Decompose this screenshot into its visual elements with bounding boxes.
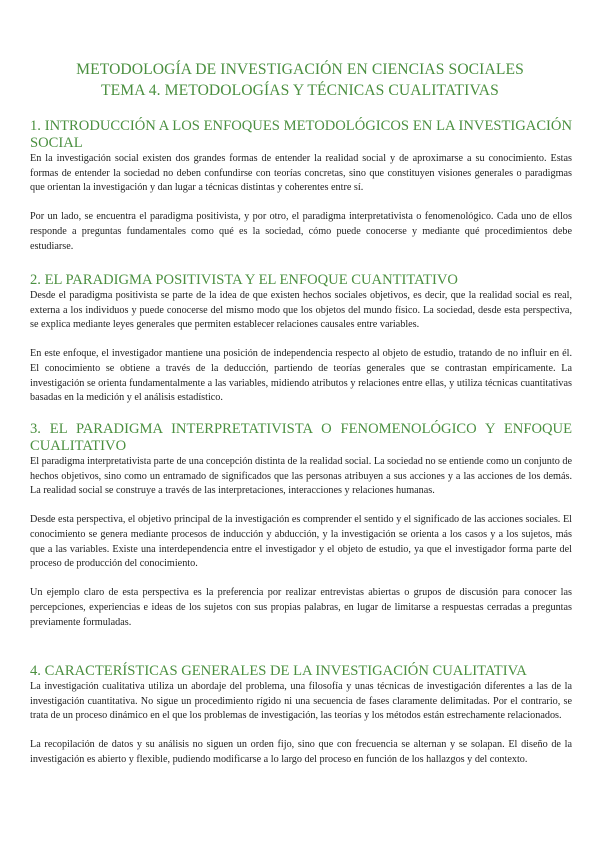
paragraph: En este enfoque, el investigador mantiene una posición de independencia respecto al objeto de estudio, tratando de no influir en él. El conocimiento se obtiene a través de la deducción, partiendo de teorías generales que se contrastan empíricamente. La investigación se orienta fundamentalmente a las variables, midiendo atributos y relaciones entre ellas, y utiliza técnicas cuantitativas basadas en la medición y el análisis estadístico.: [30, 348, 572, 404]
document-title-line-1: METODOLOGÍA DE INVESTIGACIÓN EN CIENCIAS SOCIALES: [76, 61, 524, 78]
paragraph: Por un lado, se encuentra el paradigma positivista, y por otro, el paradigma interpretativista o fenomenológico. Cada uno de ellos responde a preguntas fundamentales como qué es la sociedad, cómo puede conocerse y mediante qué procedimientos debe estudiarse.: [30, 211, 572, 252]
paragraph: La recopilación de datos y su análisis no siguen un orden fijo, sino que con frecuencia se alternan y se solapan. El diseño de la investigación es abierto y flexible, pudiendo modificarse a lo largo del proceso en función de los hallazgos y del contexto.: [30, 739, 572, 765]
section-heading: 2. EL PARADIGMA POSITIVISTA Y EL ENFOQUE CUANTITATIVO: [30, 272, 458, 288]
paragraph: El paradigma interpretativista parte de una concepción distinta de la realidad social. La sociedad no se entiende como un conjunto de hechos objetivos, sino como un entramado de significados que las personas atribuyen a sus acciones y a las acciones de los demás. La realidad social se construye a través de las interpretaciones, interacciones y relaciones humanas.: [30, 456, 572, 497]
section-4: [30, 663, 572, 768]
document-title-line-2: TEMA 4. METODOLOGÍAS Y TÉCNICAS CUALITATIVAS: [101, 82, 499, 99]
paragraph: Un ejemplo claro de esta perspectiva es la preferencia por realizar entrevistas abiertas o grupos de discusión para conocer las percepciones, experiencias e ideas de los sujetos con sus propias palabras, en lugar de limitarse a respuestas cerradas a preguntas previamente formuladas.: [30, 587, 572, 628]
section-heading: 1. INTRODUCCIÓN A LOS ENFOQUES METODOLÓGICOS EN LA INVESTIGACIÓN SOCIAL: [30, 118, 572, 151]
section-3: [30, 421, 572, 630]
paragraph: Desde el paradigma positivista se parte de la idea de que existen hechos sociales objetivos, es decir, que la realidad social es real, externa a los individuos y puede conocerse del mismo modo que los objetos del mundo físico. La sociedad, desde esta perspectiva, se explica mediante leyes generales que permiten establecer relaciones causales entre variables.: [30, 290, 572, 331]
section-heading: 4. CARACTERÍSTICAS GENERALES DE LA INVESTIGACIÓN CUALITATIVA: [30, 663, 527, 679]
section-heading: 3. EL PARADIGMA INTERPRETATIVISTA O FENOMENOLÓGICO Y ENFOQUE CUALITATIVO: [30, 421, 572, 454]
section-2: [30, 272, 572, 406]
paragraph: La investigación cualitativa utiliza un abordaje del problema, una filosofía y unas técnicas de investigación diferentes a las de la investigación cuantitativa. No sigue un procedimiento rígido ni una secuencia de fases claramente delimitadas. Por el contrario, se trata de un proceso dinámico en el que los problemas de investigación, las teorías y los métodos están estrechamente relacionados.: [30, 681, 572, 722]
paragraph: En la investigación social existen dos grandes formas de entender la realidad social y de aproximarse a su conocimiento. Estas formas de entender la sociedad no deben confundirse con teorías concretas, sino que constituyen visiones generales o paradigmas que orientan la investigación y dan lugar a técnicas distintas y coherentes entre sí.: [30, 153, 572, 194]
section-1: [30, 118, 572, 254]
paragraph: Desde esta perspectiva, el objetivo principal de la investigación es comprender el sentido y el significado de las acciones sociales. El conocimiento se genera mediante procesos de inducción y abducción, y la investigación se orienta a los casos y a los sujetos, más que a las variables. Existe una interdependencia entre el investigador y el objeto de estudio, ya que el investigador forma parte del proceso de producción del conocimiento.: [30, 514, 572, 570]
